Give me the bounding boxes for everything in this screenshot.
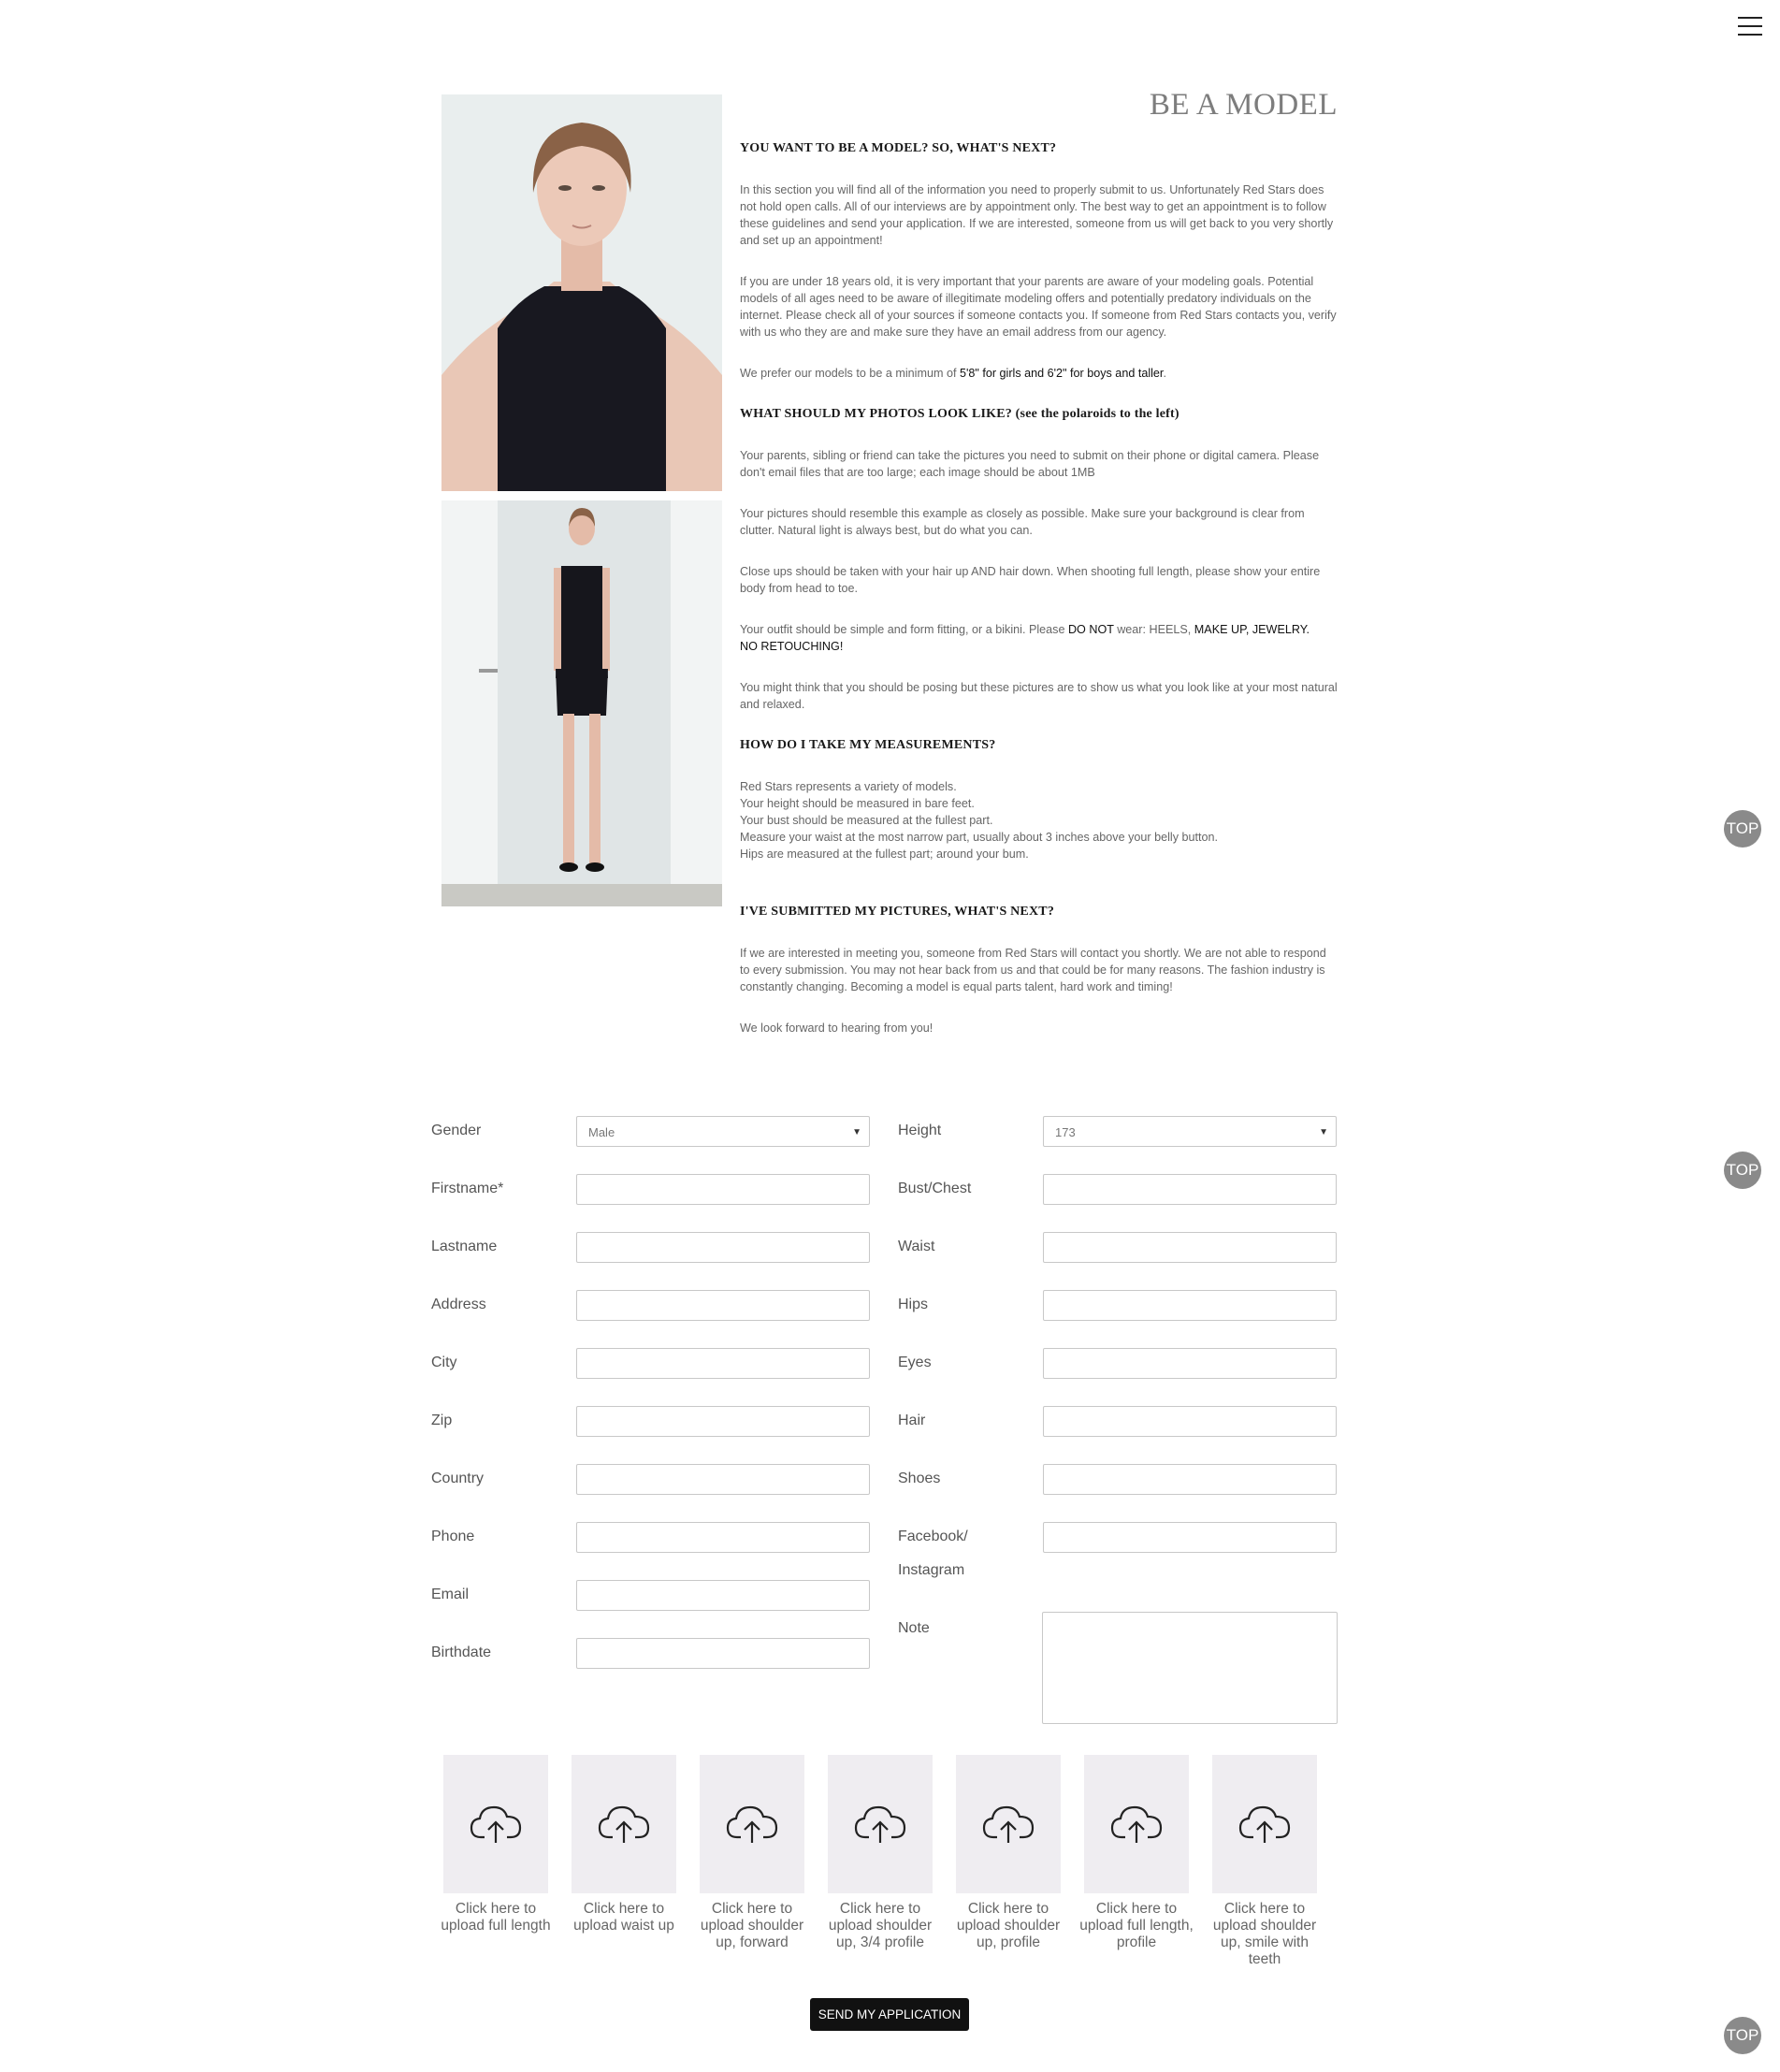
scroll-top-button[interactable]: TOP <box>1724 2017 1761 2054</box>
phone-label: Phone <box>431 1529 475 1544</box>
upload-tile[interactable] <box>956 1755 1061 1893</box>
height-select[interactable] <box>1043 1116 1337 1147</box>
polaroid-closeup-image <box>441 94 722 491</box>
text: wear: HEELS, <box>1113 623 1194 636</box>
facebook-label: Facebook/ <box>898 1529 968 1544</box>
paragraph: If you are under 18 years old, it is very important that your parents are aware of your modeling goals. Potential models of all ages need to be aware of illegitimate modeling offers and potentially predatory individuals on the internet. Please check all of your sources if someone contacts you. If someone from Red Stars contacts you, verify with us who they are and make sure they have an email address from our agency. <box>740 275 1337 339</box>
paragraph <box>740 365 1339 382</box>
hamburger-icon <box>1738 17 1762 19</box>
cloud-upload-icon <box>726 1802 778 1847</box>
cloud-upload-icon <box>982 1802 1035 1847</box>
measurements-list <box>740 778 1339 862</box>
upload-tile[interactable] <box>1212 1755 1317 1893</box>
firstname-label: Firstname* <box>431 1181 504 1196</box>
hips-label: Hips <box>898 1297 929 1312</box>
shoes-label: Shoes <box>898 1471 941 1486</box>
gender-value: Male <box>588 1125 615 1139</box>
phone-input[interactable] <box>576 1522 870 1553</box>
address-label: Address <box>431 1297 486 1312</box>
upload-waist-up[interactable] <box>572 1755 676 1934</box>
lastname-label: Lastname <box>431 1239 498 1254</box>
lastname-input[interactable] <box>576 1232 870 1263</box>
paragraph <box>740 621 1339 655</box>
shoes-input[interactable] <box>1043 1464 1337 1495</box>
cloud-upload-icon <box>854 1802 906 1847</box>
hamburger-icon-line <box>1738 34 1762 36</box>
upload-tile[interactable] <box>700 1755 804 1893</box>
polaroid-full-length-image <box>441 500 722 906</box>
measurement-line: Red Stars represents a variety of models. <box>740 780 957 793</box>
height-requirement: 5'8" for girls and 6'2" for boys and taller <box>959 367 1164 380</box>
text: Your outfit should be simple and form fitting, or a bikini. Please <box>740 623 1068 636</box>
text: We prefer our models to be a minimum of <box>740 367 960 380</box>
measurement-line: Measure your waist at the most narrow part, usually about 3 inches above your belly button. <box>740 831 1219 844</box>
menu-button[interactable] <box>1738 17 1762 37</box>
waist-label: Waist <box>898 1239 935 1254</box>
paragraph: Your parents, sibling or friend can take the pictures you need to submit on their phone or digital camera. Please don't email files that are too large; each image should be about 1MB <box>740 449 1320 479</box>
page-title: BE A MODEL <box>1149 88 1338 122</box>
upload-tile[interactable] <box>572 1755 676 1893</box>
zip-input[interactable] <box>576 1406 870 1437</box>
scroll-top-button[interactable]: TOP <box>1724 1152 1761 1189</box>
email-input[interactable] <box>576 1580 870 1611</box>
text-emphasis: DO NOT <box>1067 623 1114 636</box>
upload-shoulder-profile[interactable] <box>956 1755 1061 1951</box>
cloud-upload-icon <box>598 1802 650 1847</box>
eyes-label: Eyes <box>898 1355 932 1370</box>
paragraph: We look forward to hearing from you! <box>740 1022 933 1035</box>
facebook-instagram-input[interactable] <box>1043 1522 1337 1553</box>
email-label: Email <box>431 1587 470 1602</box>
upload-tile[interactable] <box>1084 1755 1189 1893</box>
upload-shoulder-forward[interactable] <box>700 1755 804 1951</box>
measurement-line: Hips are measured at the fullest part; around your bum. <box>740 848 1029 861</box>
upload-full-length[interactable] <box>441 1755 551 1934</box>
birthdate-label: Birthdate <box>431 1645 492 1660</box>
gender-select[interactable] <box>576 1116 870 1147</box>
section-heading: HOW DO I TAKE MY MEASUREMENTS? <box>740 738 996 752</box>
section-heading: I'VE SUBMITTED MY PICTURES, WHAT'S NEXT? <box>740 905 1055 919</box>
scroll-top-button[interactable]: TOP <box>1724 810 1761 848</box>
hamburger-icon-line <box>1738 25 1762 27</box>
eyes-input[interactable] <box>1043 1348 1337 1379</box>
upload-shoulder-three-quarter[interactable] <box>828 1755 933 1951</box>
text-emphasis: MAKE UP, JEWELRY. <box>1194 623 1310 636</box>
bust-chest-label: Bust/Chest <box>898 1181 972 1196</box>
paragraph: You might think that you should be posing but these pictures are to show us what you look like at your most natural and relaxed. <box>740 681 1338 711</box>
upload-caption: Click here to upload full length <box>441 1901 551 1934</box>
chevron-down-icon: ▼ <box>1319 1127 1328 1137</box>
country-label: Country <box>431 1471 485 1486</box>
upload-caption: Click here to upload full length, profile <box>1079 1901 1194 1950</box>
chevron-down-icon: ▼ <box>852 1127 861 1137</box>
instagram-label: Instagram <box>898 1562 965 1578</box>
upload-shoulder-smile[interactable] <box>1212 1755 1317 1968</box>
upload-full-length-profile[interactable] <box>1079 1755 1194 1951</box>
upload-caption: Click here to upload shoulder up, 3/4 profile <box>828 1901 933 1950</box>
text: . <box>1163 367 1166 380</box>
paragraph: In this section you will find all of the information you need to properly submit to us. Unfortunately Red Stars does not hold open calls. All of our interviews are by appointment only. The best way to get an appointment is to follow these guidelines and send your application. If we are interested, someone from us will get back to you very shortly and set up an appointment! <box>740 183 1334 247</box>
text-emphasis: NO RETOUCHING! <box>740 640 844 653</box>
section-heading: YOU WANT TO BE A MODEL? SO, WHAT'S NEXT? <box>740 141 1057 155</box>
upload-tile[interactable] <box>828 1755 933 1893</box>
height-label: Height <box>898 1123 942 1138</box>
info-content <box>740 140 1339 1061</box>
hair-input[interactable] <box>1043 1406 1337 1437</box>
birthdate-input[interactable] <box>576 1638 870 1669</box>
city-input[interactable] <box>576 1348 870 1379</box>
cloud-upload-icon <box>470 1802 522 1847</box>
send-application-button[interactable]: SEND MY APPLICATION <box>810 1998 969 2031</box>
upload-caption: Click here to upload waist up <box>573 1901 674 1934</box>
firstname-input[interactable] <box>576 1174 870 1205</box>
cloud-upload-icon <box>1238 1802 1291 1847</box>
paragraph: If we are interested in meeting you, someone from Red Stars will contact you shortly. We are not able to respond to every submission. You may not hear back from us and that could be for many reasons. The fashion industry is constantly changing. Becoming a model is equal parts talent, hard work and timing! <box>740 947 1326 993</box>
paragraph: Close ups should be taken with your hair up AND hair down. When shooting full length, please show your entire body from head to toe. <box>740 565 1321 595</box>
upload-caption: Click here to upload shoulder up, profile <box>956 1901 1061 1950</box>
gender-label: Gender <box>431 1123 482 1138</box>
upload-caption: Click here to upload shoulder up, forward <box>700 1901 804 1950</box>
hips-input[interactable] <box>1043 1290 1337 1321</box>
measurement-line: Your height should be measured in bare feet. <box>740 797 975 810</box>
height-value: 173 <box>1055 1125 1076 1139</box>
upload-caption: Click here to upload shoulder up, smile with teeth <box>1212 1901 1317 1967</box>
hair-label: Hair <box>898 1413 926 1428</box>
note-label: Note <box>898 1620 930 1636</box>
cloud-upload-icon <box>1110 1802 1163 1847</box>
bust-chest-input[interactable] <box>1043 1174 1337 1205</box>
country-input[interactable] <box>576 1464 870 1495</box>
note-textarea[interactable] <box>1042 1612 1338 1724</box>
waist-input[interactable] <box>1043 1232 1337 1263</box>
measurement-line: Your bust should be measured at the fullest part. <box>740 814 993 827</box>
city-label: City <box>431 1355 457 1370</box>
upload-tile[interactable] <box>443 1755 548 1893</box>
zip-label: Zip <box>431 1413 453 1428</box>
section-heading: WHAT SHOULD MY PHOTOS LOOK LIKE? (see the polaroids to the left) <box>740 407 1179 421</box>
address-input[interactable] <box>576 1290 870 1321</box>
paragraph: Your pictures should resemble this example as closely as possible. Make sure your background is clear from clutter. Natural light is always best, but do what you can. <box>740 507 1305 537</box>
